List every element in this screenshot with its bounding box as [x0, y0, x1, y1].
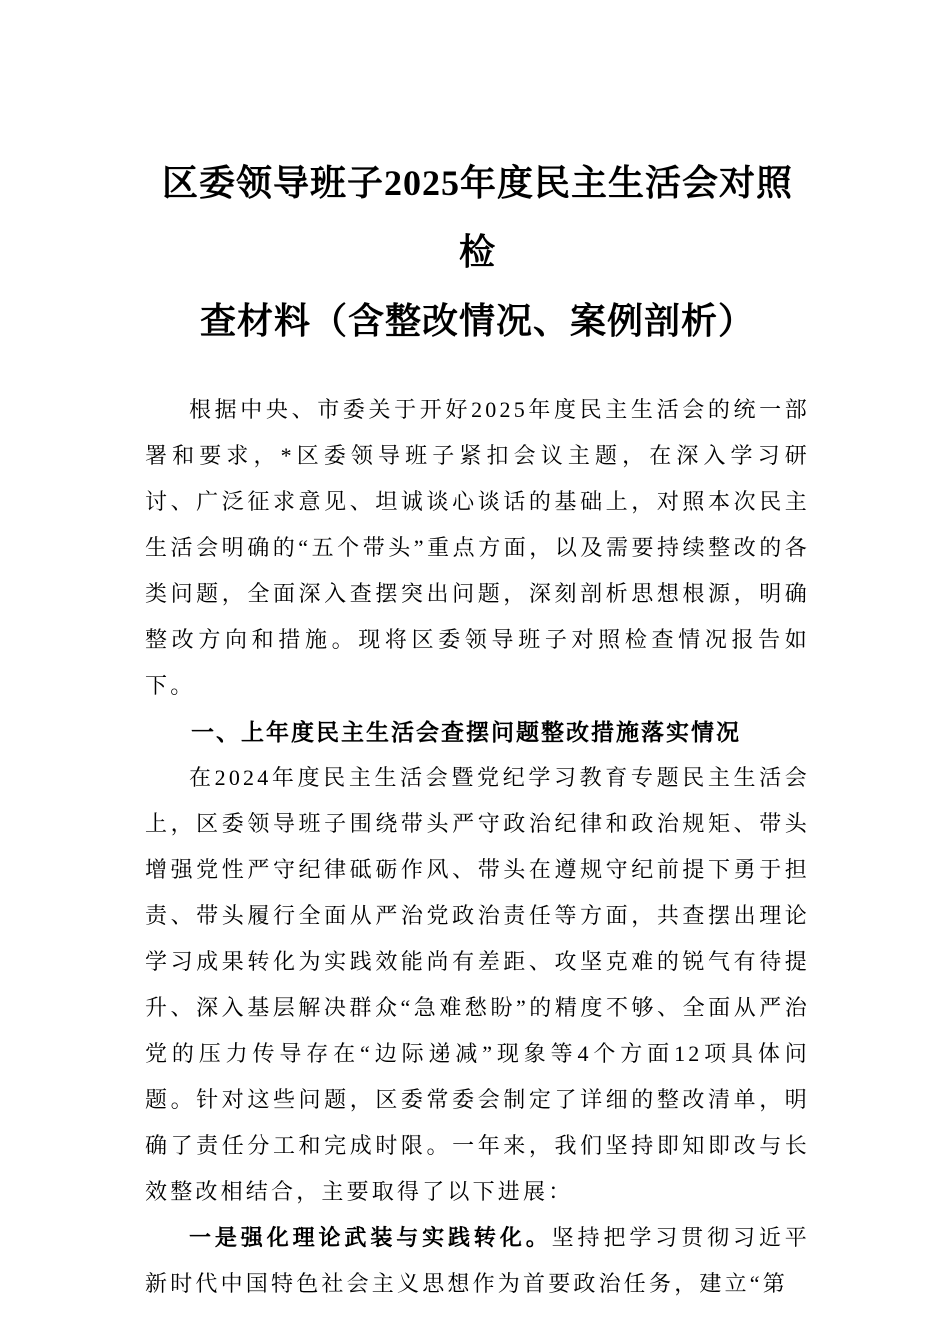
paragraph-intro: 根据中央、市委关于开好2025年度民主生活会的统一部署和要求，*区委领导班子紧扣会议主题，在深入学习研讨、广泛征求意见、坦诚谈心谈话的基础上，对照本次民主生活会明确的“五个带头”重点方面，以及需要持续整改的各类问题，全面深入查摆突出问题，深刻剖析思想根源，明确整改方向和措施。现将区委领导班子对照检查情况报告如下。 [145, 397, 810, 698]
document-title [145, 149, 810, 356]
document-title-line-2: 查材料（含整改情况、案例剖析） [199, 301, 755, 341]
paragraph-lead-rest: 坚持把学习贯彻习近平新时代中国特色社会主义思想作为首要政治任务，建立“第 [145, 1225, 810, 1296]
paragraph-lead-bold: 一是强化理论武装与实践转化。 [189, 1225, 552, 1250]
section-heading-1: 一、上年度民主生活会查摆问题整改措施落实情况 [191, 719, 741, 745]
paragraph-rectification-overview: 在2024年度民主生活会暨党纪学习教育专题民主生活会上，区委领导班子围绕带头严守政治纪律和政治规矩、带头增强党性严守纪律砥砺作风、带头在遵规守纪前提下勇于担责、带头履行全面从严治党政治责任等方面，共查摆出理论学习成果转化为实践效能尚有差距、攻坚克难的锐气有待提升、深入基层解决群众“急难愁盼”的精度不够、全面从严治党的压力传导存在“边际递减”现象等4个方面12项具体问题。针对这些问题，区委常委会制定了详细的整改清单，明确了责任分工和完成时限。一年来，我们坚持即知即改与长效整改相结合，主要取得了以下进展： [145, 765, 810, 1204]
document-title-line-1: 区委领导班子2025年度民主生活会对照检 [161, 163, 793, 272]
paragraph-progress-item-1 [145, 1215, 810, 1307]
document-body [145, 387, 810, 1307]
